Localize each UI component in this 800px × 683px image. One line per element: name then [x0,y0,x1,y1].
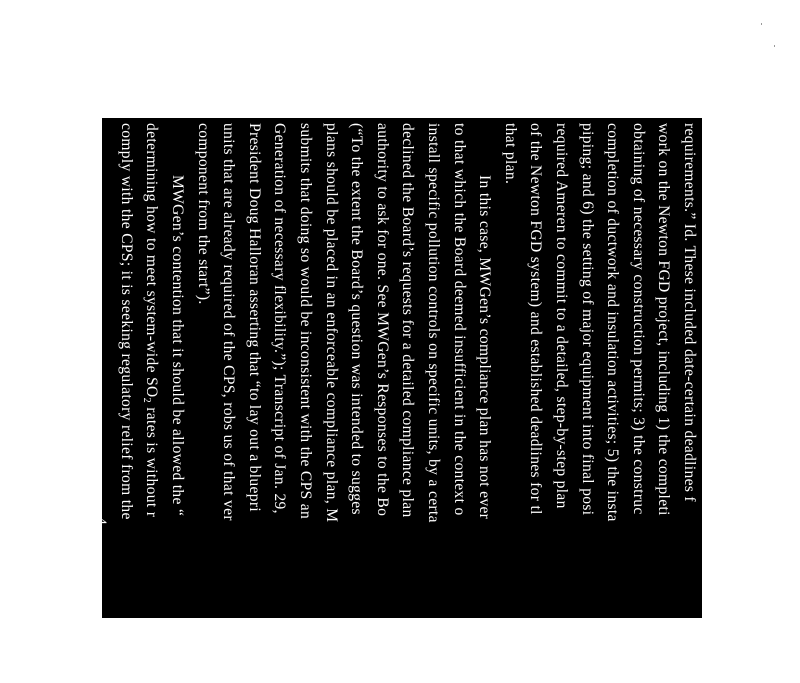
document-text-column [92,123,702,683]
text-line: of the Newton FGD system) and established deadlines for tl [527,123,545,515]
text-line: authority to ask for one. See MWGen’s Responses to the Bo [373,123,391,517]
text-line: comply with the CPS; it is seeking regulatory relief from the [117,123,135,520]
text-line: completion of ductwork and insulation activities; 5) the insta [604,123,622,522]
text-line: MWGen’s contention that it should be allowed the “ [169,175,186,517]
text-line: In this case, MWGen’s compliance plan has not ever [476,175,494,520]
text-line: requirements.” Id. These included date-certain deadlines f [681,123,698,502]
text-line: (“To the extent the Board’s question was intended to sugges [348,123,366,515]
text-line: declined the Board’s requests for a detailed compliance plan [399,123,417,518]
text-line [138,123,164,517]
text-line: units that are already required of the CPS, robs us of that ver [220,123,238,521]
text-line: Generation of necessary flexibility.”); Transcript of Jan. 29, [271,123,289,514]
text-line-head: determining how to meet system-wide SO [143,123,161,398]
text-line: obtaining of necessary construction permits; 3) the construc [629,123,647,515]
scan-speck [774,45,775,47]
text-line: to that which the Board deemed insufficient in the context o [450,123,468,516]
scan-speck [761,23,762,25]
text-line: that plan. [501,123,519,185]
text-line-tail: rates is without r [143,402,161,518]
page-number: 4 [92,517,110,526]
text-line: install specific pollution controls on specific units, by a certa [425,123,442,523]
text-line: required Ameren to commit to a detailed, step-by-step plan [553,123,570,509]
text-line: President Doug Halloran asserting that “to lay out a bluepri [245,123,263,513]
text-line: submits that doing so would be inconsistent with the CPS an [297,123,314,520]
so2-subscript: 2 [141,397,153,403]
text-line: component from the start”). [194,123,212,305]
text-line: piping; and 6) the setting of major equipment into final posi [578,123,596,516]
text-line: work on the Newton FGD project, including 1) the completi [655,123,673,516]
text-line: plans should be placed in an enforceable compliance plan, M [322,123,340,523]
rotated-document-panel [92,118,702,618]
